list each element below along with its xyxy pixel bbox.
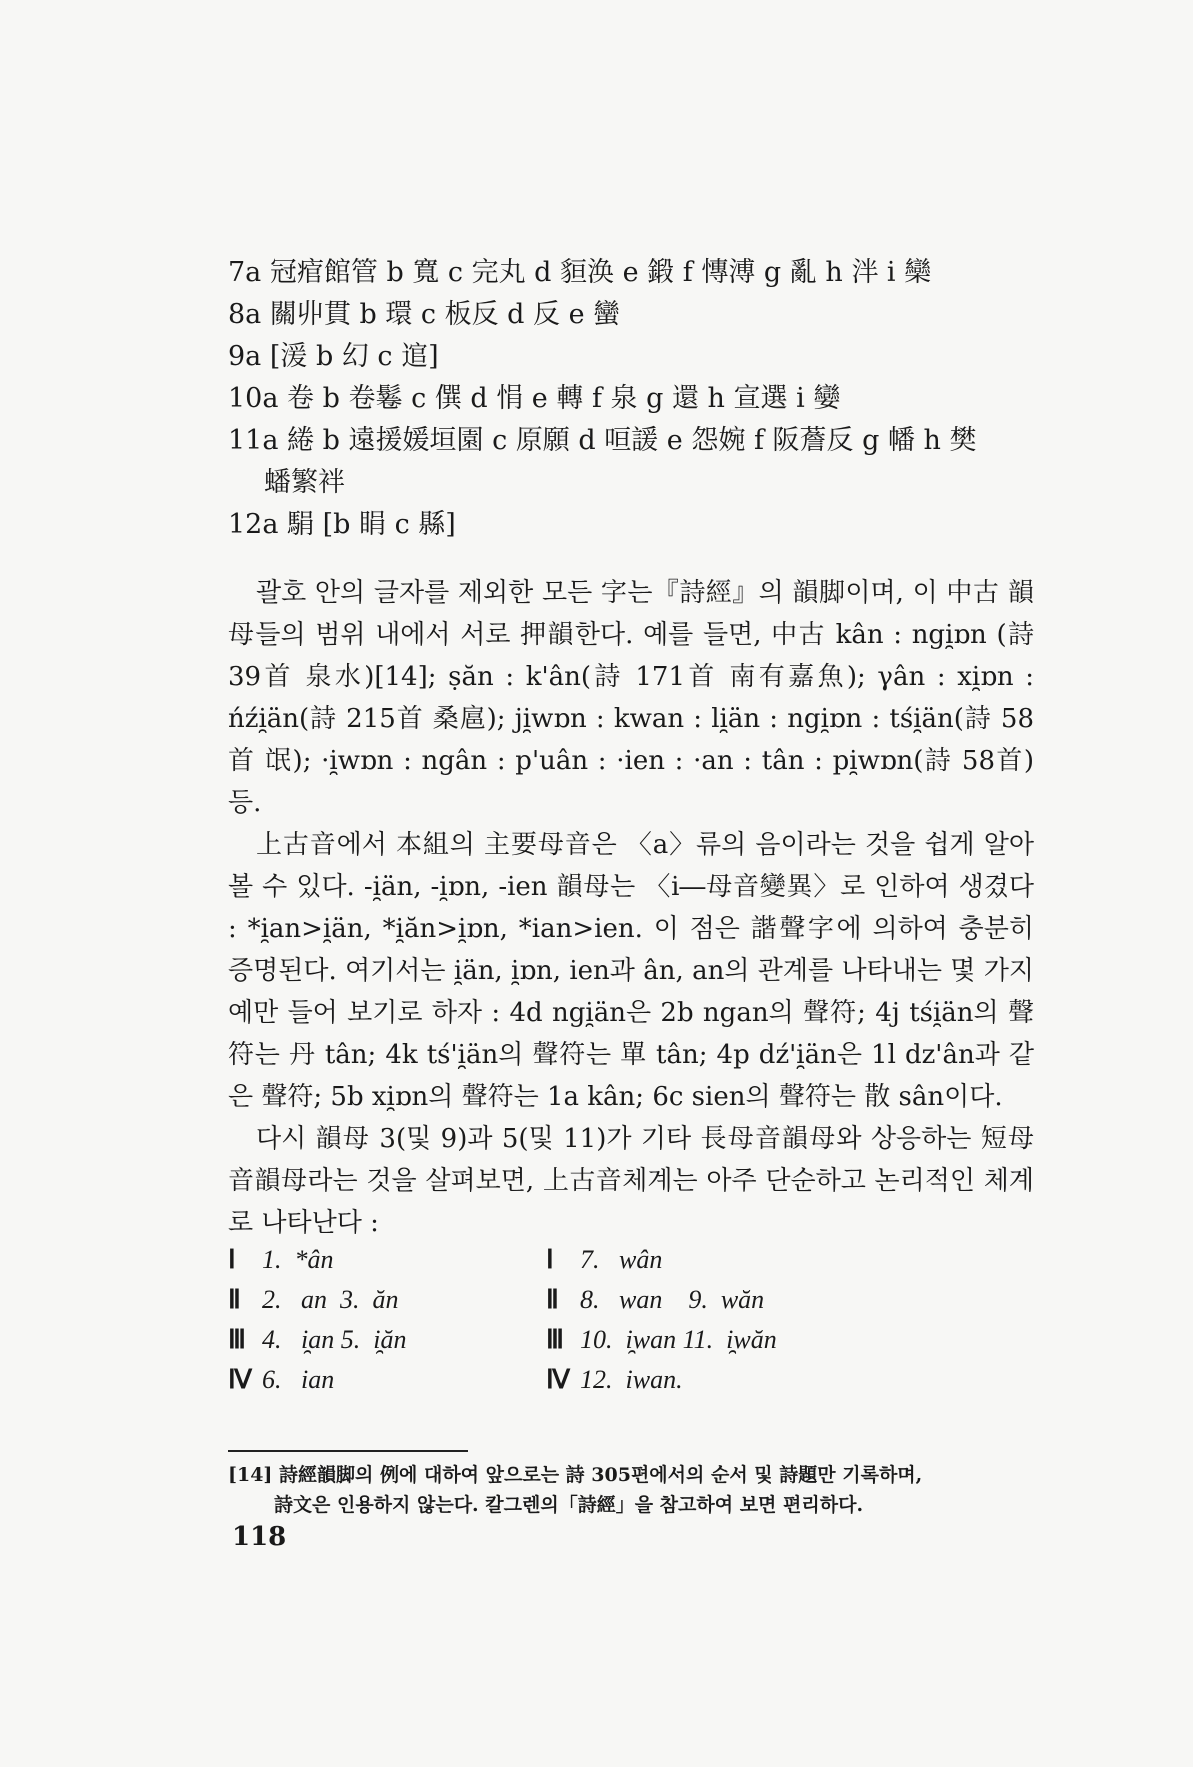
footnote-divider [228,1450,468,1452]
paragraph: 다시 韻母 3(및 9)과 5(및 11)가 기타 長母音韻母와 상응하는 短母音韻母라는 것을 살펴보면, 上古音체계는 아주 단순하고 논리적인 체계로 나타난다 : [228,1124,1034,1238]
footnote-line: [14] 詩經韻脚의 例에 대하여 앞으로는 詩 305편에서의 순서 및 詩題만 기록하며, [228,1464,923,1486]
list-item: 9a [湲 b 幻 c 逭] [228,341,439,372]
vowel-system-table [228,1240,928,1400]
row-roman: Ⅲ [228,1325,246,1354]
cell: 2. an 3. ăn [262,1285,399,1314]
paragraph: 괄호 안의 글자를 제외한 모든 字는『詩經』의 韻脚이며, 이 中古 韻母들의 범위 내에서 서로 押韻한다. 예를 들면, 中古 kân : ngi̯ɒn (詩 39首 泉水)[14]; ṣăn : k'ân(詩 171首 南有嘉魚); γân : xi̯ɒn : ńźi̯än(詩 215首 桑扈); ji̯wɒn : kwan : li̯än : ngi̯ɒn : tśi̯än(詩 58首 氓); ·i̯wɒn : ngân : p'uân : ·ien : ·an : tân : pi̯wɒn(詩 58首) 등. [228,578,1034,818]
row-roman: Ⅰ [546,1245,554,1274]
page-number: 118 [232,1522,287,1552]
cell: 10. i̯wan 11. i̯wăn [580,1325,777,1354]
table-row [228,1240,928,1280]
list-item: 7a 冠痯館管 b 寬 c 完丸 d 貆涣 e 鍛 f 慱溥 g 亂 h 泮 i 欒 [228,257,932,288]
list-item: 11a 綣 b 遠援媛垣園 c 原願 d 咺諼 e 怨婉 f 阪薝反 g 幡 h 樊 [228,425,977,456]
row-roman: Ⅱ [228,1285,241,1314]
cell: 1. *ân [262,1245,334,1274]
list-item: 12a 駽 [b 睊 c 縣] [228,509,456,540]
paragraph: 上古音에서 本組의 主要母音은 〈a〉류의 음이라는 것을 쉽게 알아 볼 수 있다. -i̯än, -i̯ɒn, -ien 韻母는 〈i―母音變異〉로 인하여 생겼다 : *i̯an>i̯än, *i̯ăn>i̯ɒn, *ian>ien. 이 점은 諧聲字에 의하여 충분히 증명된다. 여기서는 i̯än, i̯ɒn, ien과 ân, an의 관계를 나타내는 몇 가지 예만 들어 보기로 하자 : 4d ngi̯än은 2b ngan의 聲符; 4j tśi̯än의 聲符는 丹 tân; 4k tś'i̯än의 聲符는 單 tân; 4p dź'i̯än은 1l dz'ân과 같은 聲符; 5b xi̯ɒn의 聲符는 1a kân; 6c sien의 聲符는 散 sân이다. [228,830,1034,1112]
row-roman: Ⅰ [228,1245,236,1274]
list-item: 10a 卷 b 卷鬈 c 僎 d 悁 e 轉 f 泉 g 還 h 宣選 i 孌 [228,383,841,414]
table-row [228,1280,928,1320]
rhyme-group-list [228,252,1048,546]
row-roman: Ⅳ [546,1365,570,1394]
table-row [228,1360,928,1400]
cell: 8. wan 9. wăn [580,1285,765,1314]
table-row [228,1320,928,1360]
footnote [228,1460,1048,1520]
list-item-continuation: 蟠繁袢 [264,467,345,498]
row-roman: Ⅳ [228,1365,252,1394]
footnote-line: 詩文은 인용하지 않는다. 칼그렌의「詩經」을 참고하여 보면 편리하다. [274,1494,864,1516]
list-item: 8a 關丱貫 b 環 c 板反 d 反 e 蠻 [228,299,621,330]
row-roman: Ⅱ [546,1285,559,1314]
cell: 6. ian [262,1365,335,1394]
cell: 7. wân [580,1245,663,1274]
cell: 4. i̯an 5. i̯ăn [262,1325,407,1354]
cell: 12. iwan. [580,1365,683,1394]
body-text [228,572,1034,1244]
row-roman: Ⅲ [546,1325,564,1354]
